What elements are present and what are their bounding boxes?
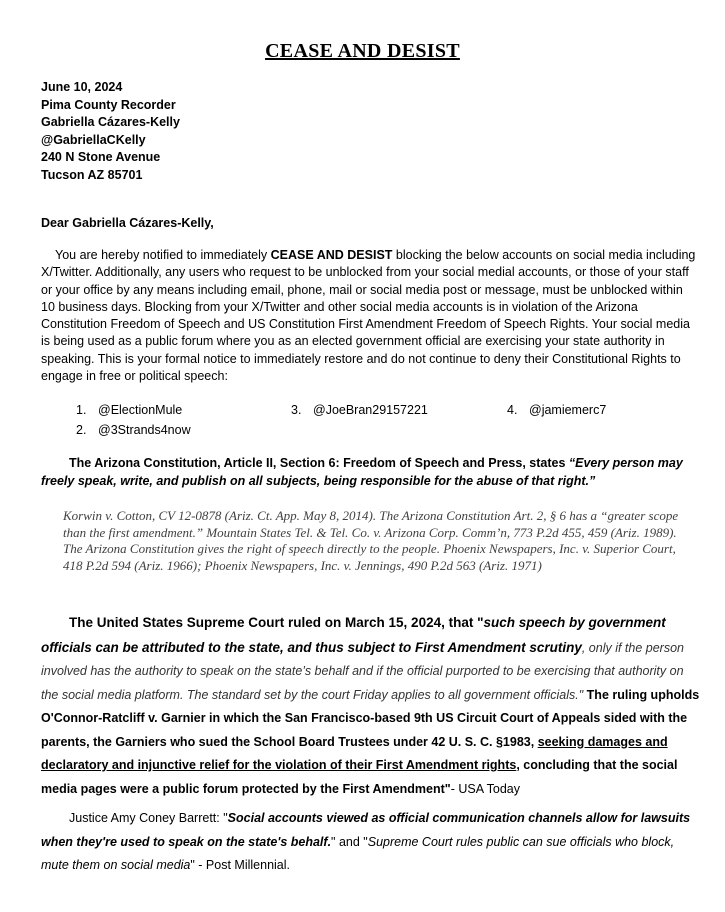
barrett-lead: Justice Amy Coney Barrett: " [69,811,228,825]
scotus-lead: The United States Supreme Court ruled on March 15, 2024, that " [69,615,484,630]
account-handle: @jamiemerc7 [529,403,607,417]
account-handle: @JoeBran29157221 [313,403,428,417]
account-item: 3. @JoeBran29157221 [291,403,428,417]
scotus-paragraph [41,611,701,801]
ruling-text-post: , concluding that the social media pages were a public forum protected by the First Amendment" [41,758,678,796]
recipient-street: 240 N Stone Avenue [41,150,161,164]
recipient-city: Tucson AZ 85701 [41,167,143,182]
account-handle: @ElectionMule [98,403,183,417]
scotus-source: - USA Today [450,781,520,796]
account-item: 1. @ElectionMule [76,403,183,417]
az-constitution-quote: “Every person may freely speak, write, and publish on all subjects, being responsible for the abuse of that right.” [41,456,683,488]
ruling-text-pre: The ruling upholds O'Connor-Ratcliff v. Garnier in which the San Francisco-based 9th US Circuit Court of Appeals sided with the parents, the Garniers who sued the School Board Trustees under 42 U. S. C. §1983, [41,687,700,749]
barrett-quote-bold: Social accounts viewed as official communication channels allow for lawsuits when they're used to speak on the state's behalf. [41,811,691,849]
notice-text-pre: You are hereby notified to immediately [55,248,271,262]
case-citations: Korwin v. Cotton, CV 12-0878 (Ariz. Ct. App. May 8, 2014). The Arizona Constitution Art. 2, § 6 has a “greater scope than the first amendment.” Mountain States Tel. & Tel. Co. v. Arizona Corp. Comm’n, 773 P.2d 455, 459 (Ariz. 1989). The Arizona Constitution gives the right of speech directly to the people. Phoenix Newspapers, Inc. v. Superior Court, 418 P.2d 594 (Ariz. 1966); Phoenix Newspapers, Inc. v. Jennings, 490 P.2d 563 (Ariz. 1971) [63,508,679,573]
account-item: 2. @3Strands4now [76,423,191,437]
recipient-name: Gabriella Cázares-Kelly [41,115,180,129]
recipient-org: Pima County Recorder [41,97,176,112]
notice-cease-desist: CEASE AND DESIST [270,248,393,262]
az-constitution-lead: The Arizona Constitution, Article II, Section 6: Freedom of Speech and Press, states [69,456,569,470]
salutation: Dear Gabriella Cázares-Kelly, [41,216,214,230]
account-item: 4. @jamiemerc7 [507,403,607,417]
account-handle: @3Strands4now [98,423,191,437]
notice-text-post: blocking the below accounts on social media including X/Twitter. Additionally, any users who request to be unblocked from your social medial accounts, or those of your staff or your office by any means including email, phone, mail or social media post or message, must be unblocked within 10 business days. Blocking from your X/Twitter and other social media accounts is in violation of the Arizona Constitution Freedom of Speech and US Constitution First Amendment Freedom of Speech Rights. Your social media is being used as a public forum where you as an elected government official are exercising your state authority in speaking. This is your formal notice to immediately restore and do not continue to deny their Constitutional Rights to engage in free or political speech: [41,248,696,384]
scotus-quote-bold: such speech by government officials can be attributed to the state, and thus subject to First Amendment scrutiny [41,615,666,655]
az-constitution-paragraph [41,454,701,490]
barrett-paragraph [41,807,701,878]
scotus-quote-rest: , only if the person involved has the authority to speak on the state’s behalf and if the official purported to be exercising that authority on the social media platform. The standard set by the court Friday applies to all government officials." [41,640,684,702]
letter-header [41,79,180,184]
recipient-handle: @GabriellaCKelly [41,132,146,147]
barrett-mid: " and " [331,834,368,849]
barrett-source: " - Post Millennial. [190,858,290,872]
barrett-quote-italic: Supreme Court rules public can sue officials who block, mute them on social media [41,834,675,872]
letter-date: June 10, 2024 [41,80,123,94]
notice-paragraph [41,247,696,385]
ruling-text-underlined: seeking damages and declaratory and injunctive relief for the violation of their First Amendment rights [41,734,668,772]
blocked-accounts-list [76,403,676,443]
document-title: CEASE AND DESIST [265,40,460,62]
